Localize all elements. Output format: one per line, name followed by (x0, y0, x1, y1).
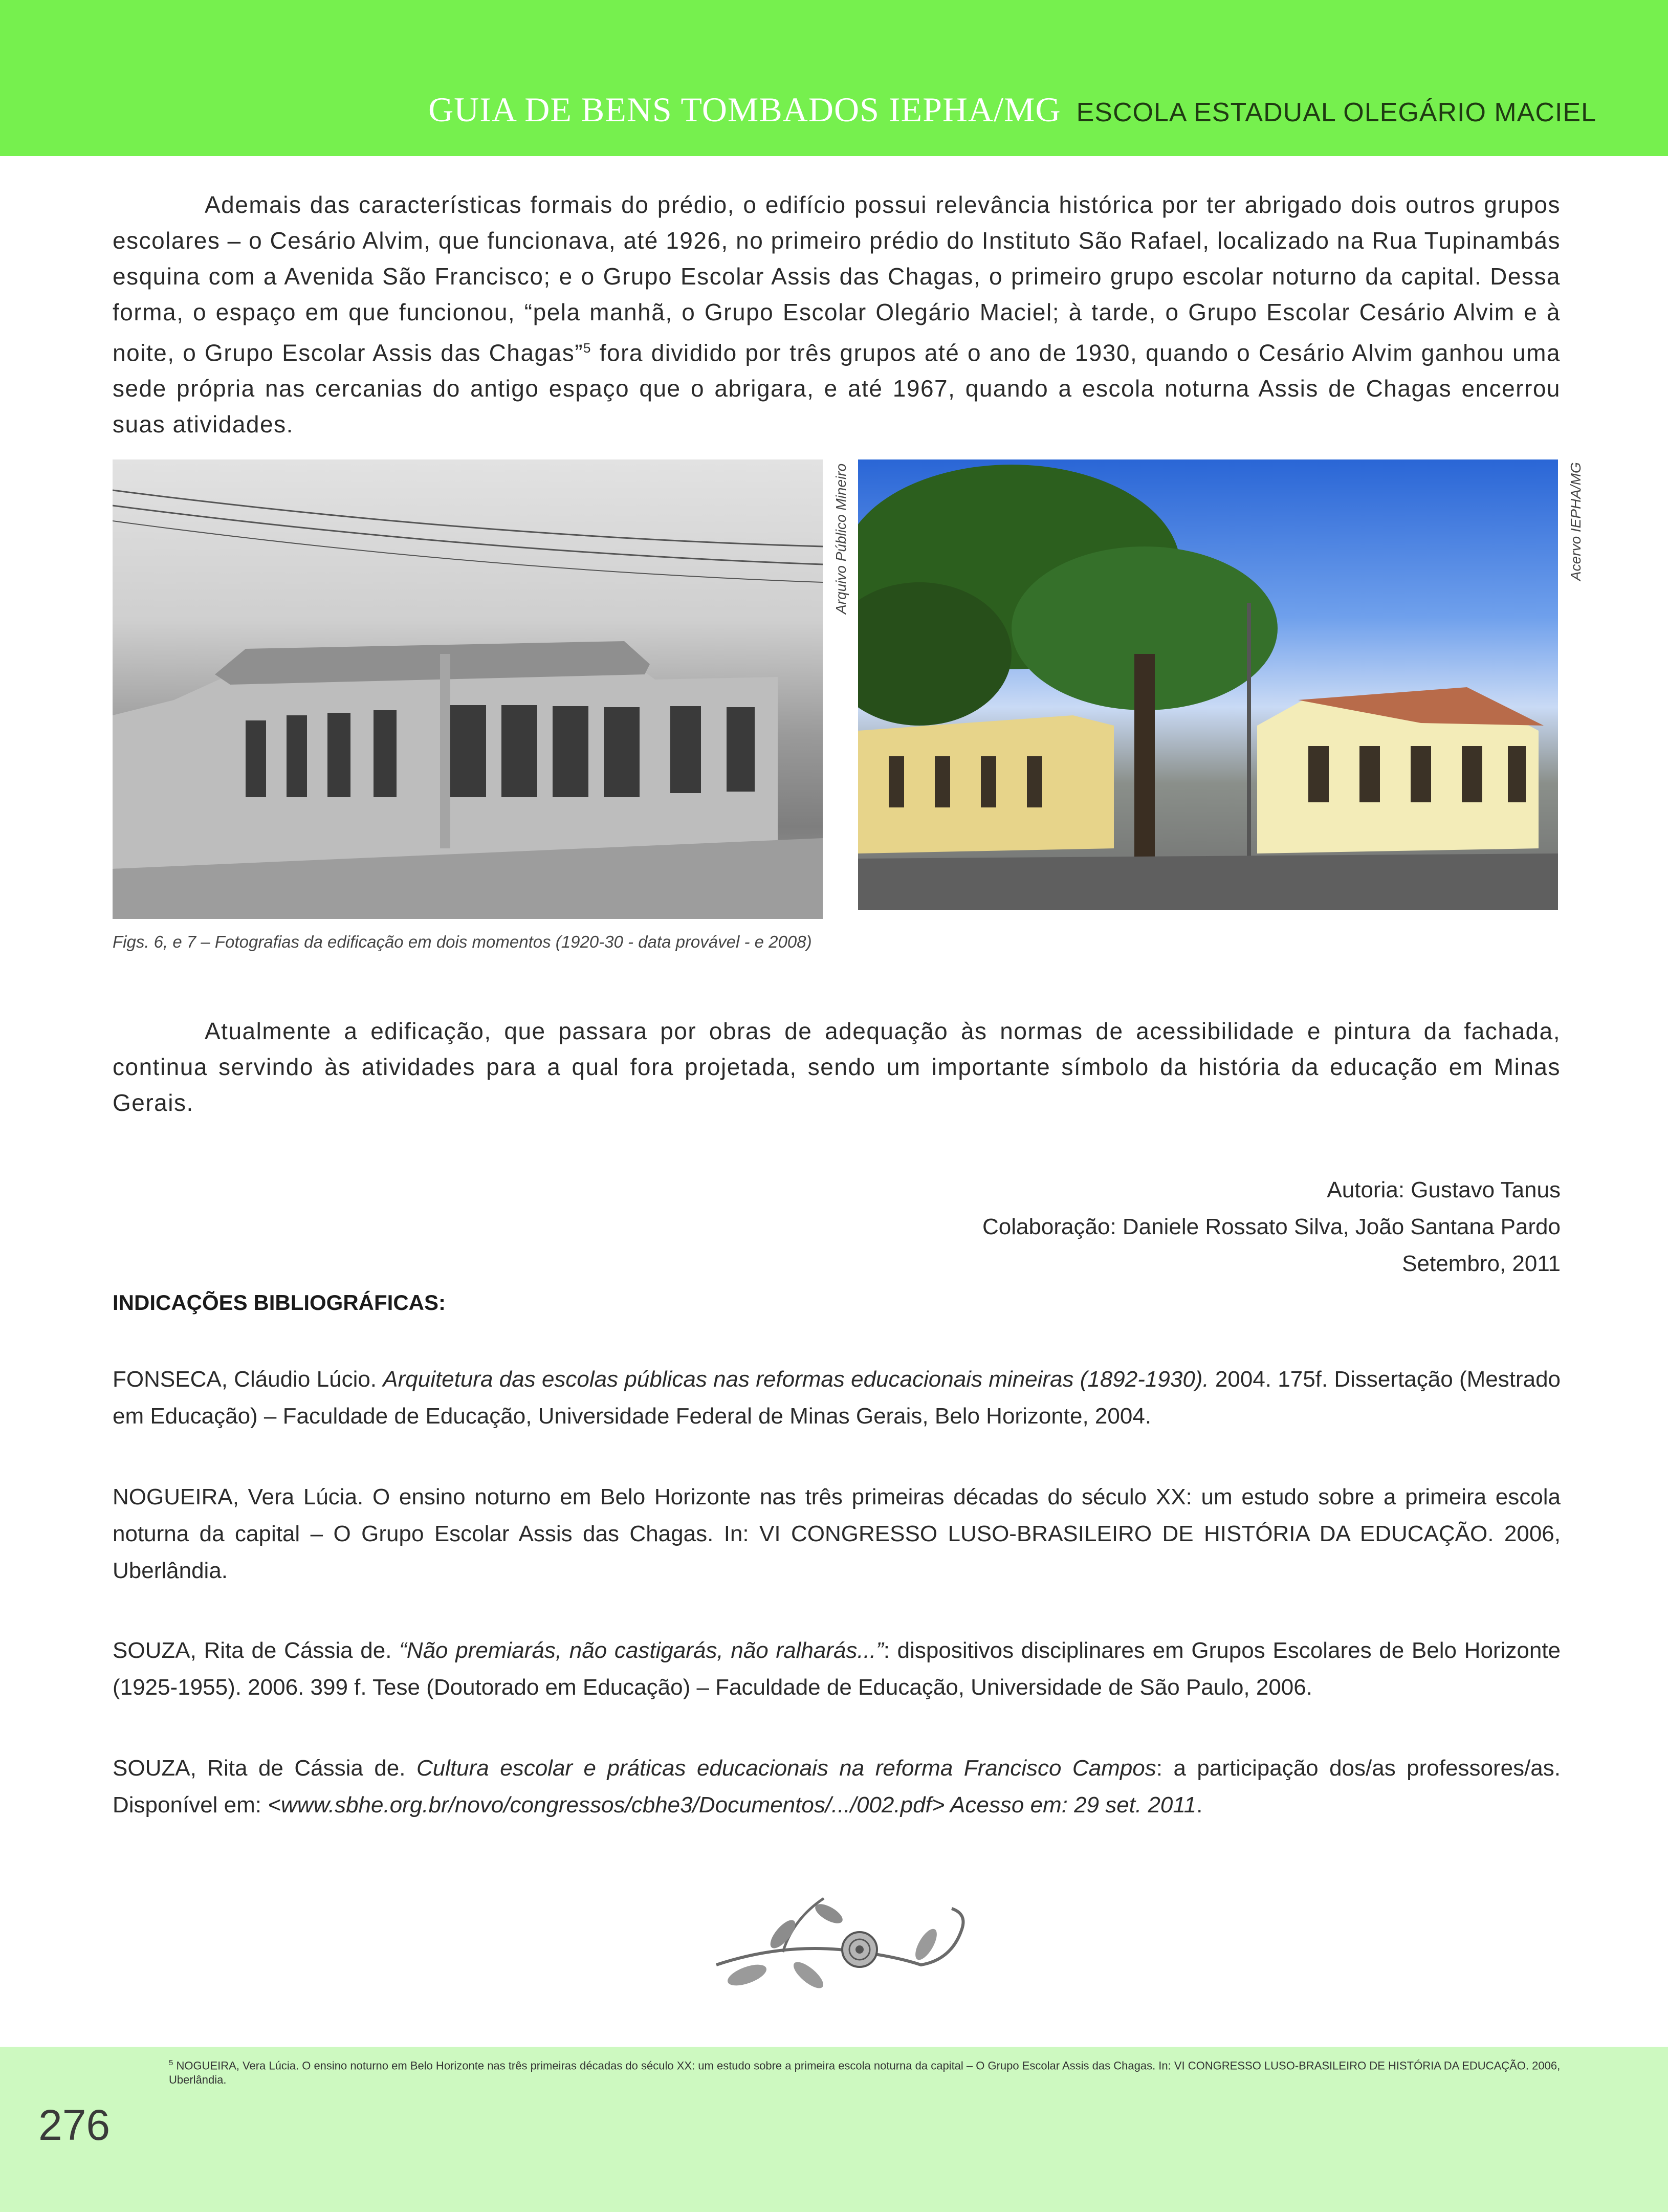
ref-4-author: SOUZA, Rita de Cássia de. (113, 1756, 416, 1781)
figure-caption: Figs. 6, e 7 – Fotografias da edificação em dois momentos (1920-30 - data provável - e 2008) (113, 932, 812, 951)
collaboration-line: Colaboração: Daniele Rossato Silva, João Santana Pardo (982, 1214, 1561, 1239)
rose-icon (706, 1888, 977, 2016)
rose-ornament (706, 1888, 977, 2016)
bibliography-entry-1 (113, 1361, 1561, 1435)
photo-credit-2: Acervo IEPHA/MG (1568, 462, 1584, 581)
footnote-text: NOGUEIRA, Vera Lúcia. O ensino noturno em Belo Horizonte nas três primeiras décadas do século XX: um estudo sobre a primeira escola noturna da capital – O Grupo Escolar Assis das Chagas. In: VI CONGRESSO LUSO-BRASILEIRO DE HISTÓRIA DA EDUCAÇÃO. 2006, Uberlândia. (169, 2059, 1561, 2087)
body-paragraph-1 (113, 187, 1561, 442)
date-line: Setembro, 2011 (1402, 1251, 1561, 1276)
author-line: Autoria: Gustavo Tanus (1327, 1177, 1561, 1202)
bibliography-entry-3 (113, 1632, 1561, 1706)
ref-4-link[interactable]: <www.sbhe.org.br/novo/congressos/cbhe3/Documentos/.../002.pdf> Acesso em: 29 set. 2011 (268, 1792, 1197, 1817)
current-building-illustration (858, 459, 1558, 910)
ref-3-title: “Não premiarás, não castigarás, não ralharás...” (399, 1638, 884, 1663)
paragraph-1-text-b: fora dividido por três grupos até o ano de 1930, quando o Cesário Alvim ganhou uma sede própria nas cercanias do antigo espaço que o abrigara, e até 1967, quando a escola noturna Assis de Chagas encerrou suas atividades. (113, 339, 1561, 438)
ref-4-end: . (1196, 1792, 1203, 1817)
historic-building-illustration (113, 459, 823, 919)
ref-4-details: : a participação dos/as professores/as. Disponível em: (113, 1756, 1561, 1817)
ref-1-author: FONSECA, Cláudio Lúcio. (113, 1367, 383, 1392)
page-number: 276 (38, 2101, 111, 2149)
header-title-block (428, 90, 1596, 130)
ref-3-author: SOUZA, Rita de Cássia de. (113, 1638, 400, 1663)
footnote-marker: 5 (169, 2058, 173, 2067)
bibliography-entry-4 (113, 1750, 1561, 1824)
authorship-block (982, 1172, 1561, 1282)
bibliography-heading: INDICAÇÕES BIBLIOGRÁFICAS: (113, 1290, 446, 1315)
page-header (0, 0, 1668, 156)
current-photo (858, 459, 1558, 910)
ref-1-title: Arquitetura das escolas públicas nas reformas educacionais mineiras (1892-1930). (383, 1367, 1209, 1392)
section-title: ESCOLA ESTADUAL OLEGÁRIO MACIEL (1076, 98, 1596, 127)
bibliography-entry-2: NOGUEIRA, Vera Lúcia. O ensino noturno em Belo Horizonte nas três primeiras décadas do século XX: um estudo sobre a primeira escola noturna da capital – O Grupo Escolar Assis das Chagas. In: VI CONGRESSO LUSO-BRASILEIRO DE HISTÓRIA DA EDUCAÇÃO. 2006, Uberlândia. (113, 1484, 1561, 1583)
guide-title: GUIA DE BENS TOMBADOS IEPHA/MG (428, 90, 1061, 129)
footnote-reference[interactable]: 5 (583, 340, 591, 356)
body-paragraph-2: Atualmente a edificação, que passara por obras de adequação às normas de acessibilidade e pintura da fachada, continua servindo às atividades para a qual fora projetada, sendo um importante símbolo da história da educação em Minas Gerais. (113, 1018, 1561, 1116)
photo-credit-1: Arquivo Público Mineiro (833, 463, 849, 614)
ref-4-title: Cultura escolar e práticas educacionais na reforma Francisco Campos (416, 1756, 1156, 1781)
historic-photo (113, 459, 823, 919)
paragraph-1-text-a: Ademais das características formais do prédio, o edifício possui relevância histórica por ter abrigado dois outros grupos escolares – o Cesário Alvim, que funcionava, até 1926, no primeiro prédio do Instituto São Rafael, localizado na Rua Tupinambás esquina com a Avenida São Francisco; e o Grupo Escolar Assis das Chagas, o primeiro grupo escolar noturno da capital. Dessa forma, o espaço em que funcionou, “pela manhã, o Grupo Escolar Olegário Maciel; à tarde, o Grupo Escolar Cesário Alvim e à noite, o Grupo Escolar Assis das Chagas” (113, 191, 1561, 366)
footnote (169, 2056, 1601, 2087)
ref-3-details: : dispositivos disciplinares em Grupos Escolares de Belo Horizonte (1925-1955). 2006. 399 f. Tese (Doutorado em Educação) – Faculdade de Educação, Universidade de São Paulo, 2006. (113, 1638, 1561, 1700)
ref-1-details: 2004. 175f. Dissertação (Mestrado em Educação) – Faculdade de Educação, Universidade Federal de Minas Gerais, Belo Horizonte, 2004. (113, 1367, 1561, 1429)
